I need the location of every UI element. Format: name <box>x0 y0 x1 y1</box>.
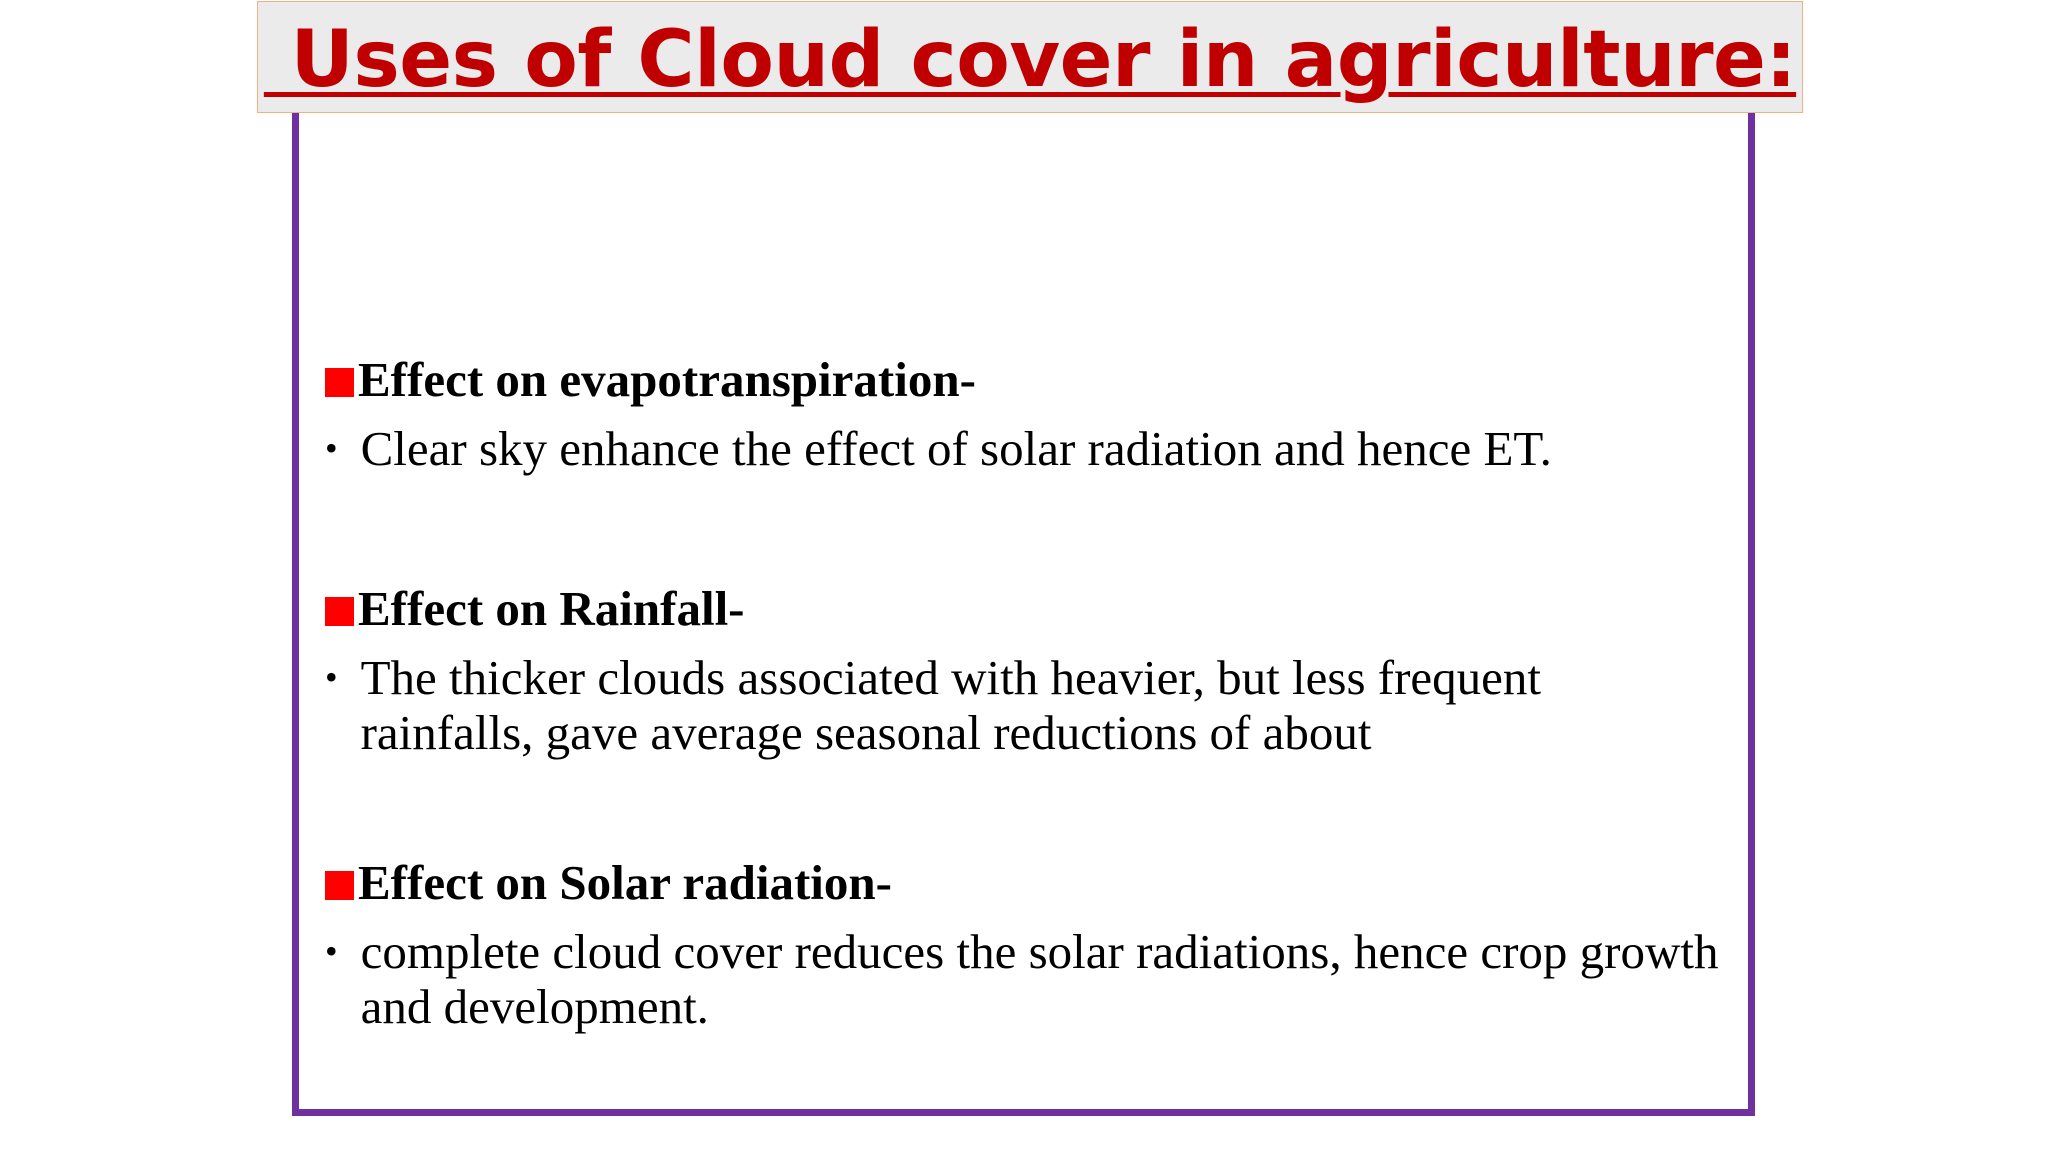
section-evapotranspiration <box>325 345 1725 476</box>
bullet-item <box>325 924 1725 1034</box>
title-box <box>257 1 1803 113</box>
bullet-item <box>325 650 1725 760</box>
section-rainfall <box>325 574 1725 760</box>
bullet-item <box>325 421 1725 476</box>
heading-text: Effect on Rainfall- <box>358 581 745 636</box>
bullet-text: The thicker clouds associated with heavier, but less frequent rainfalls, gave average seasonal reductions of about <box>360 650 1542 760</box>
slide-title: Uses of Cloud cover in agriculture: <box>263 15 1797 105</box>
bullet-text: complete cloud cover reduces the solar radiations, hence crop growth and development. <box>360 924 1719 1034</box>
red-square-bullet-icon <box>325 597 354 626</box>
section-heading <box>325 345 1725 415</box>
section-heading <box>325 848 1725 918</box>
bullet-dot-icon: • <box>325 657 338 697</box>
heading-text: Effect on Solar radiation- <box>358 855 892 910</box>
content-area <box>325 345 1725 1034</box>
heading-text: Effect on evapotranspiration- <box>358 352 976 407</box>
red-square-bullet-icon <box>325 368 354 397</box>
section-heading <box>325 574 1725 644</box>
bullet-dot-icon: • <box>325 931 338 971</box>
section-solar-radiation <box>325 848 1725 1034</box>
bullet-dot-icon: • <box>325 428 338 468</box>
red-square-bullet-icon <box>325 871 354 900</box>
bullet-text: Clear sky enhance the effect of solar radiation and hence ET. <box>360 421 1552 476</box>
